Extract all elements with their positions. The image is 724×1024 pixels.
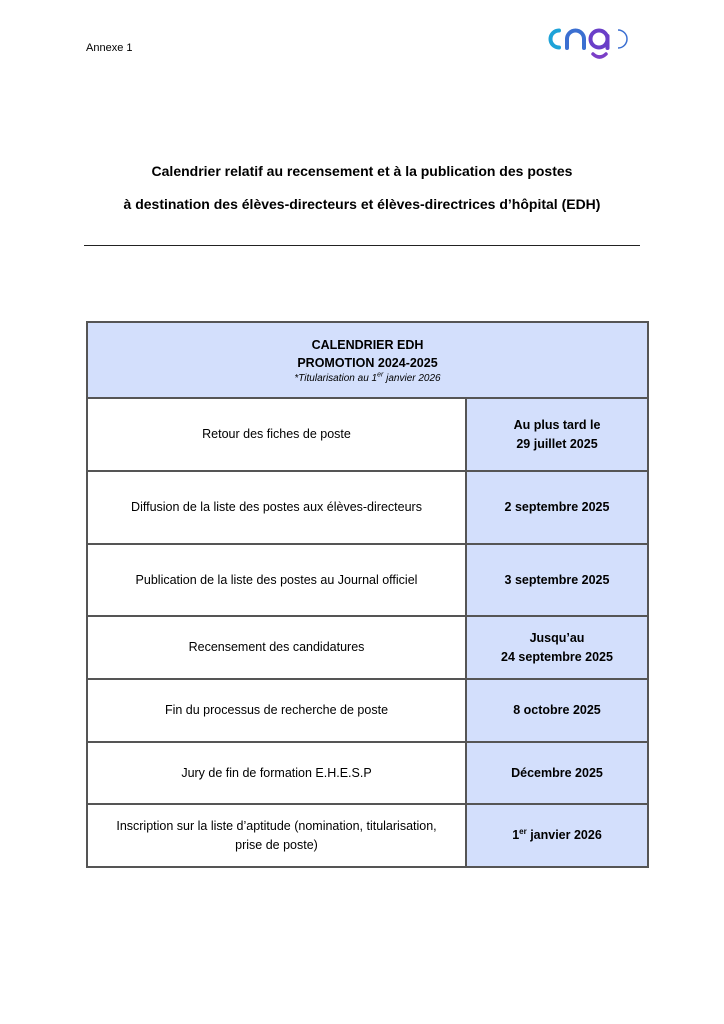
calendar-heading: CALENDRIER EDH <box>311 338 424 352</box>
document-title-line-1: Calendrier relatif au recensement et à la publication des postes <box>151 163 573 179</box>
date-cell <box>466 398 648 471</box>
table-row <box>87 679 648 742</box>
event-cell: Retour des fiches de poste <box>87 398 466 471</box>
table-row <box>87 398 648 471</box>
date-cell: 3 septembre 2025 <box>466 544 648 616</box>
cng-logo <box>540 22 632 64</box>
event-line: Inscription sur la liste d’aptitude (nomination, titularisation, <box>116 818 437 833</box>
date-line: Au plus tard le <box>513 417 601 432</box>
event-cell: Recensement des candidatures <box>87 616 466 679</box>
date-cell: Décembre 2025 <box>466 742 648 804</box>
date-cell: 1er janvier 2026 <box>466 804 648 867</box>
event-cell: Publication de la liste des postes au Journal officiel <box>87 544 466 616</box>
date-line: 24 septembre 2025 <box>501 649 613 664</box>
calendar-header-cell <box>87 322 648 398</box>
event-cell: Fin du processus de recherche de poste <box>87 679 466 742</box>
table-row <box>87 804 648 867</box>
event-cell: Jury de fin de formation E.H.E.S.P <box>87 742 466 804</box>
table-row <box>87 616 648 679</box>
event-line: prise de poste) <box>235 837 318 852</box>
calendar-header-row <box>87 322 648 398</box>
annexe-label: Annexe 1 <box>86 42 133 54</box>
table-row <box>87 742 648 804</box>
table-row <box>87 544 648 616</box>
calendar-table <box>86 321 649 868</box>
promotion-heading: PROMOTION 2024-2025 <box>297 356 438 370</box>
date-cell: 2 septembre 2025 <box>466 471 648 544</box>
event-cell <box>87 804 466 867</box>
date-line: Jusqu’au <box>529 630 585 645</box>
title-divider <box>84 245 640 246</box>
date-cell: 8 octobre 2025 <box>466 679 648 742</box>
document-title-line-2: à destination des élèves-directeurs et élèves-directrices d’hôpital (EDH) <box>123 196 601 212</box>
date-cell <box>466 616 648 679</box>
event-cell: Diffusion de la liste des postes aux élèves-directeurs <box>87 471 466 544</box>
date-line: 29 juillet 2025 <box>516 436 598 451</box>
table-row <box>87 471 648 544</box>
titularisation-note: *Titularisation au 1er janvier 2026 <box>294 371 441 384</box>
